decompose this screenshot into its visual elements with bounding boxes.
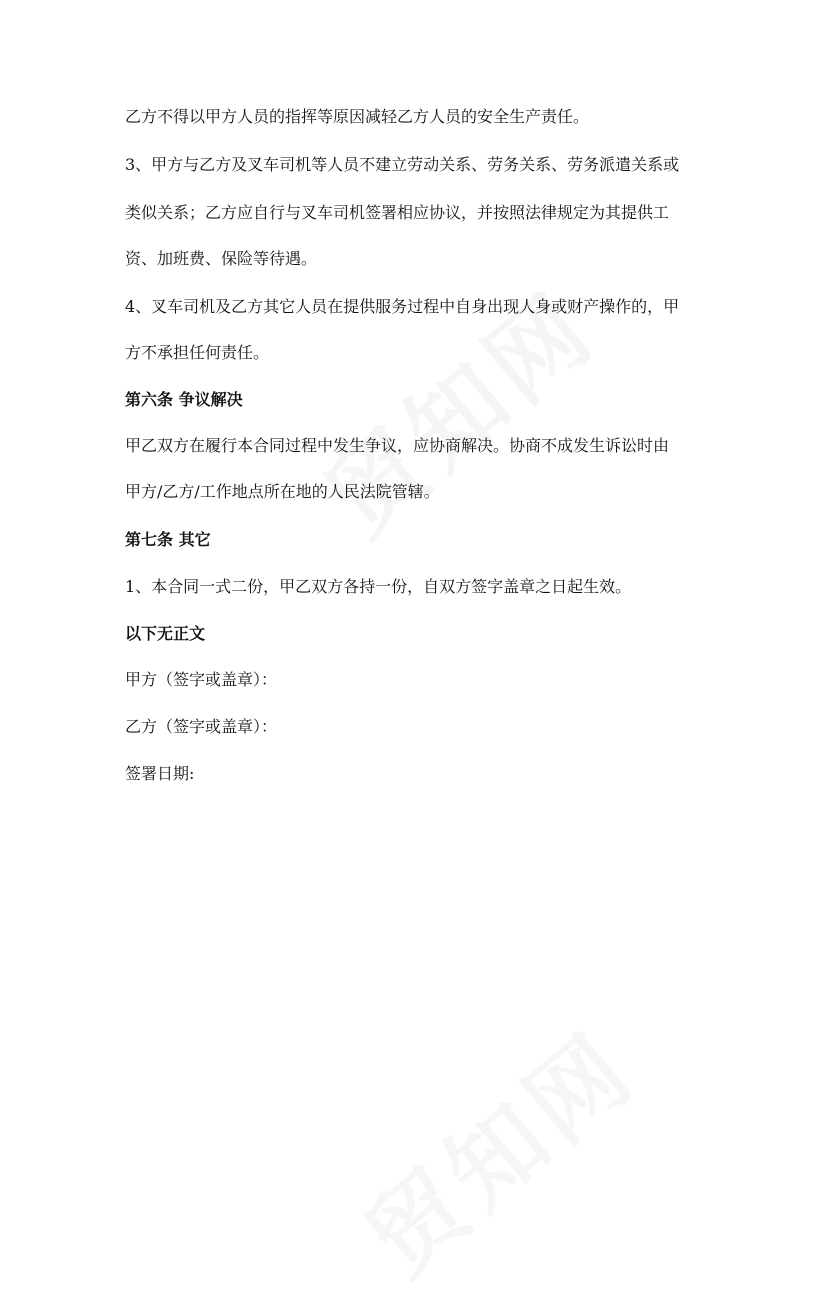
paragraph-line: 甲乙双方在履行本合同过程中发生争议，应协商解决。协商不成发生诉讼时由	[125, 436, 670, 455]
end-note: 以下无正文	[125, 624, 206, 643]
paragraph-line: 乙方不得以甲方人员的指挥等原因减轻乙方人员的安全生产责任。	[125, 107, 590, 126]
paragraph-line: 3、甲方与乙方及叉车司机等人员不建立劳动关系、劳务关系、劳务派遣关系或	[125, 155, 680, 174]
party-a-signature: 甲方（签字或盖章）：	[125, 670, 278, 689]
sign-date: 签署日期:	[125, 764, 195, 783]
section-heading: 第六条 争议解决	[125, 390, 243, 409]
paragraph-line: 1、本合同一式二份，甲乙双方各持一份，自双方签字盖章之日起生效。	[125, 577, 632, 596]
paragraph-line: 类似关系；乙方应自行与叉车司机签署相应协议，并按照法律规定为其提供工	[125, 203, 670, 222]
section-heading: 第七条 其它	[125, 530, 211, 549]
party-b-signature: 乙方（签字或盖章）：	[125, 717, 278, 736]
paragraph-line: 方不承担任何责任。	[125, 343, 270, 362]
paragraph-line: 4、叉车司机及乙方其它人员在提供服务过程中自身出现人身或财产操作的，甲	[125, 297, 680, 316]
paragraph-line: 甲方/乙方/工作地点所在地的人民法院管辖。	[125, 482, 440, 501]
paragraph-line: 资、加班费、保险等待遇。	[125, 249, 318, 268]
watermark-bottom	[332, 996, 659, 1301]
